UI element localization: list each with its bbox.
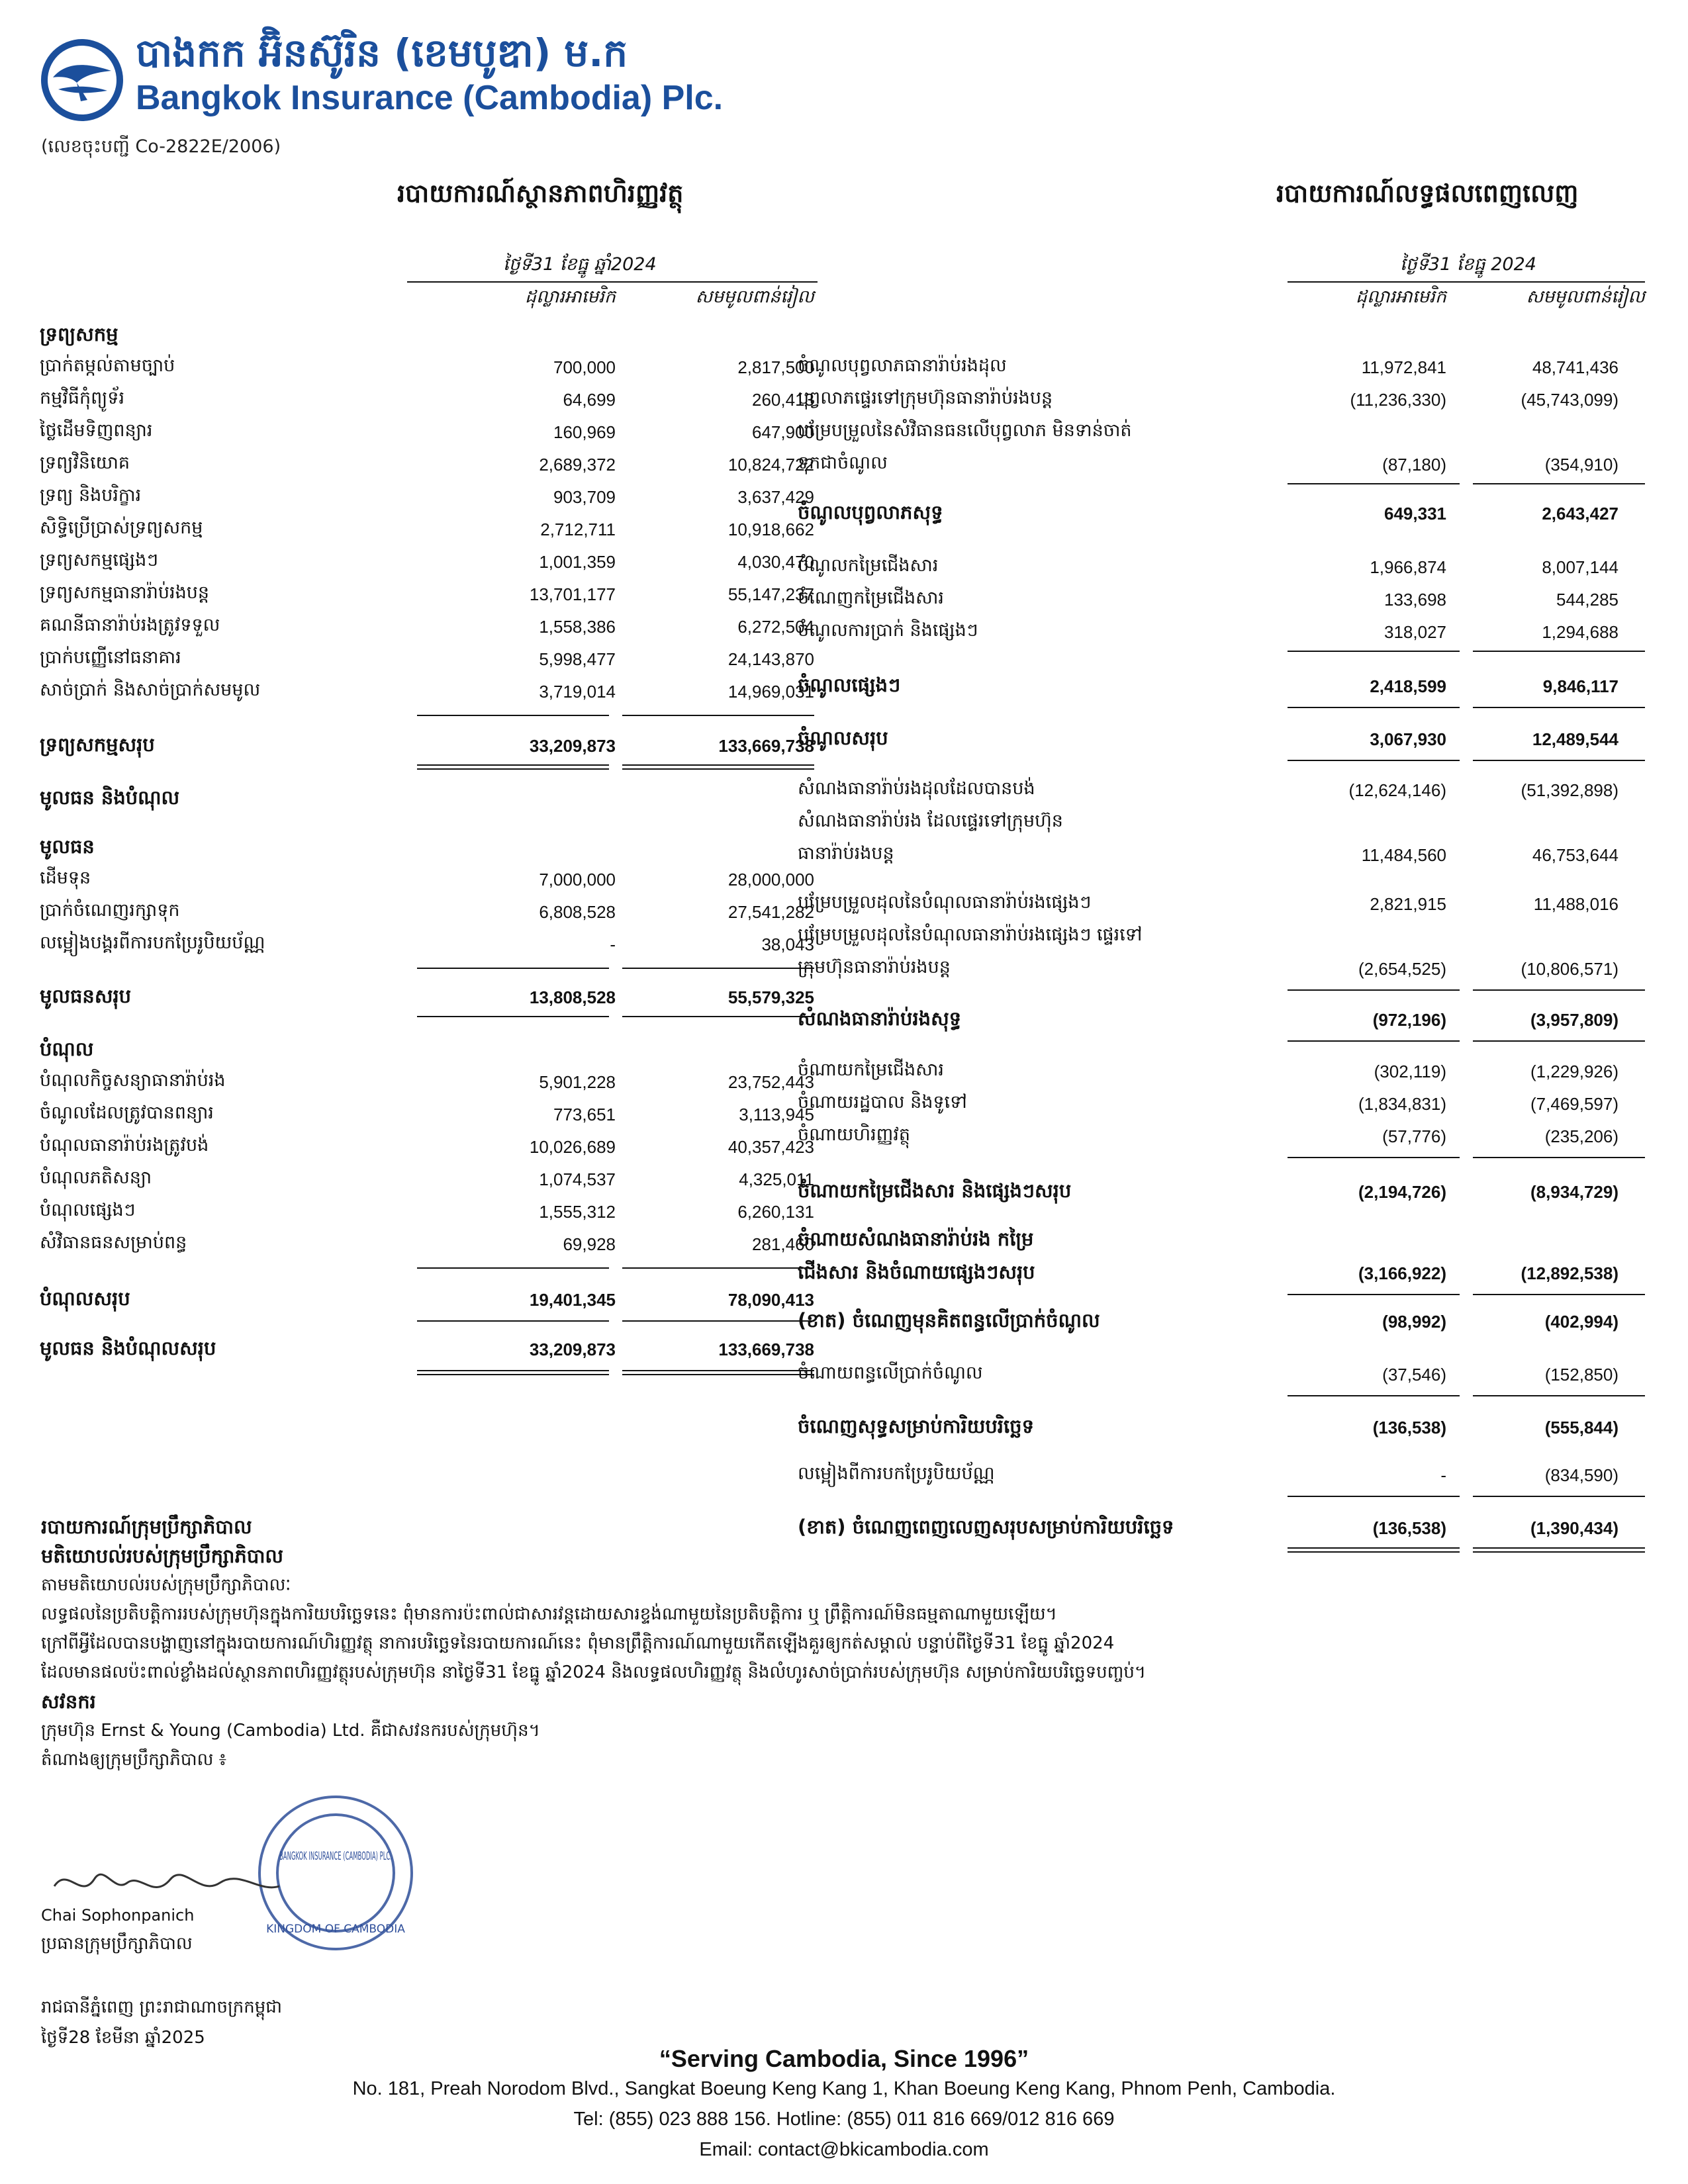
signing-place: រាជធានីភ្នំពេញ ព្រះរាជាណាចក្រកម្ពុជា (41, 1997, 282, 2017)
signer-name: Chai Sophonpanich (41, 1906, 195, 1925)
signer-role: ប្រធានក្រុមប្រឹក្សាភិបាល (41, 1934, 193, 1954)
footer-address: No. 181, Preah Norodom Blvd., Sangkat Boeung Keng Kang 1, Khan Boeung Keng Kang, Phnom Penh, Cambodia. (352, 2078, 1336, 2099)
board-opinion-subtitle: មតិយោបល់របស់ក្រុមប្រឹក្សាភិបាល (41, 1545, 284, 1567)
board-opinion-line: លទ្ធផលនៃប្រតិបត្តិការរបស់ក្រុមហ៊ុនក្នុងការិយបរិច្ឆេទនេះ ពុំមានការប៉ះពាល់ជាសារវន្តដោយសារខ្ទង់ណាមួយនៃប្រតិបត្តិការ ឬ ព្រឹត្តិការណ៍មិនធម្មតាណាមួយឡើយ។ (41, 1604, 1057, 1624)
auditor-title: សវនករ (41, 1690, 96, 1713)
income-statement-col-usd: ដុល្លារអាមេរិក (1355, 287, 1446, 307)
income-statement-table: ថ្ងៃទី31 ខែធ្នូ 2024 ដុល្លារអាមេរិក សមមូលពាន់រៀល ចំណូលបុព្វលាភធានារ៉ាប់រងដុល 11,972,841 48,741,436 បុព្វលាភផ្ទេរទៅក្រុមហ៊ុនធានារ៉ាប់រងបន្ត (11,236,330) (45,743,099) បម្រែបម្រួលនៃសំវិធានធនលើបុព្វលាភ មិនទាន់ចាត់ ទុកជាចំណូល (87,180) (354,910) ចំណូលបុព្វលាភសុទ្ធ 649,331 2,643,427 ចំណូលកម្រៃជើងសារ 1,966,874 8,007,144 ចំណេញកម្រៃជើងសារ 133,698 544,285 ចំណូលការប្រាក់ និងផ្សេងៗ 318,027 1,294,688 ចំណូលផ្សេងៗ 2,418,599 9,846,117 ចំណូលសរុប 3,067,930 12,489,544 សំណងធានារ៉ាប់រងដុលដែលបានបង់ (12,624,146) (51,392,898) សំណងធានារ៉ាប់រង ដែលផ្ទេរទៅក្រុមហ៊ុន ធានារ៉ាប់រងបន្ត 11,484,560 46,753,644 បម្រែបម្រួលដុលនៃបំណុលធានារ៉ាប់រងផ្សេងៗ 2,821,915 11,488,016 បម្រែបម្រួលដុលនៃបំណុលធានារ៉ាប់រងផ្សេងៗ ផ្ទេរទៅ ក្រុមហ៊ុនធានារ៉ាប់រងបន្ត (2,654,525) (10,806,571) សំណងធានារ៉ាប់រងសុទ្ធ (972,196) (3,957,809) ចំណាយកម្រៃជើងសារ (302,119) (1,229,926) ចំណាយរដ្ឋបាល និងទូទៅ (1,834,831) (7,469,597) ចំណាយហិរញ្ញវត្ថុ (57,776) (235,206) ចំណាយកម្រៃជើងសារ និងផ្សេងៗសរុប (2,194,726) (8,934,729) ចំណាយសំណងធានារ៉ាប់រង កម្រៃ ជើងសារ និងចំណាយផ្សេងៗសរុប (3,166,922) (12,892,538) (ខាត) ចំណេញមុនគិតពន្ធលើប្រាក់ចំណូល (98,992) (402,994) ចំណាយពន្ធលើប្រាក់ចំណូល (37,546) (152,850) ចំណេញសុទ្ធសម្រាប់ការិយបរិច្ឆេទ (136,538) (555,844) លម្អៀងពីការបកប្រែរូបិយប័ណ្ណ - (834,590) (ខាត) ចំណេញពេញលេញសរុបសម្រាប់ការិយបរិច្ឆេទ (136,538) (1,390,434) (798, 0, 1652, 1588)
balance-sheet-table: ថ្ងៃទី31 ខែធ្នូ ឆ្នាំ2024 ដុល្លារអាមេរិក សមមូលពាន់រៀល ទ្រព្យសកម្ម ប្រាក់តម្កល់តាមច្បាប់ 700,000 2,817,500 កម្មវិធីកុំព្យូទ័រ 64,699 260,413 ថ្លៃដើមទិញពន្យារ 160,969 647,900 ទ្រព្យវិនិយោគ 2,689,372 10,824,722 ទ្រព្យ និងបរិក្ខារ 903,709 3,637,429 សិទ្ធិប្រើប្រាស់ទ្រព្យសកម្ម 2,712,711 10,918,662 ទ្រព្យសកម្មផ្សេងៗ 1,001,359 4,030,470 ទ្រព្យសកម្មធានារ៉ាប់រងបន្ត 13,701,177 55,147,237 គណនីធានារ៉ាប់រងត្រូវទទួល 1,558,386 6,272,504 ប្រាក់បញ្ញើនៅធនាគារ 5,998,477 24,143,870 សាច់ប្រាក់ និងសាច់ប្រាក់សមមូល 3,719,014 14,969,031 ទ្រព្យសកម្មសរុប 33,209,873 133,669,738 មូលធន និងបំណុល មូលធន ដើមទុន 7,000,000 28,000,000 ប្រាក់ចំណេញរក្សាទុក 6,808,528 27,541,282 លម្អៀងបង្គរពីការបកប្រែរូបិយប័ណ្ណ - 38,043 មូលធនសរុប 13,808,528 55,579,325 បំណុល បំណុលកិច្ចសន្យាធានារ៉ាប់រង 5,901,228 23,752,443 ចំណូលដែលត្រូវបានពន្យារ 773,651 3,113,945 បំណុលធានារ៉ាប់រងត្រូវបង់ 10,026,689 40,357,423 បំណុលភតិសន្យា 1,074,537 4,325,011 បំណុលផ្សេងៗ 1,555,312 6,260,131 សំវិធានធនសម្រាប់ពន្ធ 69,928 281,460 បំណុលសរុប 19,401,345 78,090,413 មូលធន និងបំណុលសរុប 33,209,873 133,669,738 (40, 0, 774, 1423)
board-report-title: របាយការណ៍ក្រុមប្រឹក្សាភិបាល (41, 1516, 252, 1538)
seal-text-kingdom: KINGDOM OF CAMBODIA (266, 1923, 405, 1936)
board-opinion-line: តាមមតិយោបល់របស់ក្រុមប្រឹក្សាភិបាលៈ (41, 1575, 291, 1595)
signing-date: ថ្ងៃទី28 ខែមីនា ឆ្នាំ2025 (41, 2028, 205, 2048)
company-name-english: Bangkok Insurance (Cambodia) Plc. (136, 79, 724, 117)
balance-sheet-col-khr: សមមូលពាន់រៀល (695, 287, 814, 307)
board-representative-line: តំណាងឲ្យក្រុមប្រឹក្សាភិបាល ៖ (41, 1750, 227, 1770)
balance-sheet-date: ថ្ងៃទី31 ខែធ្នូ ឆ្នាំ2024 (503, 254, 657, 275)
balance-sheet-title: របាយការណ៍ស្ថានភាពហិរញ្ញវត្ថុ (397, 179, 684, 208)
auditor-line: ក្រុមហ៊ុន Ernst & Young (Cambodia) Ltd. គឺជាសវនករបស់ក្រុមហ៊ុន។ (41, 1721, 540, 1741)
footer-email[interactable]: Email: contact@bkicambodia.com (699, 2139, 989, 2160)
board-report (41, 1512, 1630, 1774)
income-statement-col-khr: សមមូលពាន់រៀល (1526, 287, 1645, 307)
board-opinion-line: ដែលមានផលប៉ះពាល់ខ្លាំងដល់ស្ថានភាពហិរញ្ញវត្ថុរបស់ក្រុមហ៊ុន នាថ្ងៃទី31 ខែធ្នូ ឆ្នាំ2024 និងលទ្ធផលហិរញ្ញវត្ថុ និងលំហូរសាច់ប្រាក់របស់ក្រុមហ៊ុន សម្រាប់ការិយបរិច្ឆេទបញ្ចប់។ (41, 1662, 1146, 1682)
income-statement-title: របាយការណ៍លទ្ធផលពេញលេញ (1276, 179, 1579, 208)
footer-slogan: “Serving Cambodia, Since 1996” (659, 2045, 1029, 2072)
balance-sheet-col-usd: ដុល្លារអាមេរិក (524, 287, 616, 307)
income-statement-date: ថ្ងៃទី31 ខែធ្នូ 2024 (1400, 254, 1536, 275)
registration-number: (លេខចុះបញ្ជី Co-2822E/2006) (41, 136, 281, 157)
company-name-khmer: បាងកក អ៊ិនស៊ូរិន (ខេមបូឌា) ម.ក (136, 30, 628, 75)
footer-phone: Tel: (855) 023 888 156. Hotline: (855) 011 816 669/012 816 669 (573, 2109, 1115, 2130)
seal-text-company: BANGKOK INSURANCE (CAMBODIA) PLC. (279, 1850, 392, 1863)
board-opinion-line: ក្រៅពីអ្វីដែលបានបង្ហាញនៅក្នុងរបាយការណ៍ហិរញ្ញវត្ថុ នាការបរិច្ឆេទនៃរបាយការណ៍នេះ ពុំមានព្រឹត្តិការណ៍ណាមួយកើតឡើងគួរឲ្យកត់សម្គាល់ បន្ទាប់ពីថ្ងៃទី31 ខែធ្នូ ឆ្នាំ2024 (41, 1633, 1115, 1653)
signing-place-date (41, 1992, 282, 2053)
